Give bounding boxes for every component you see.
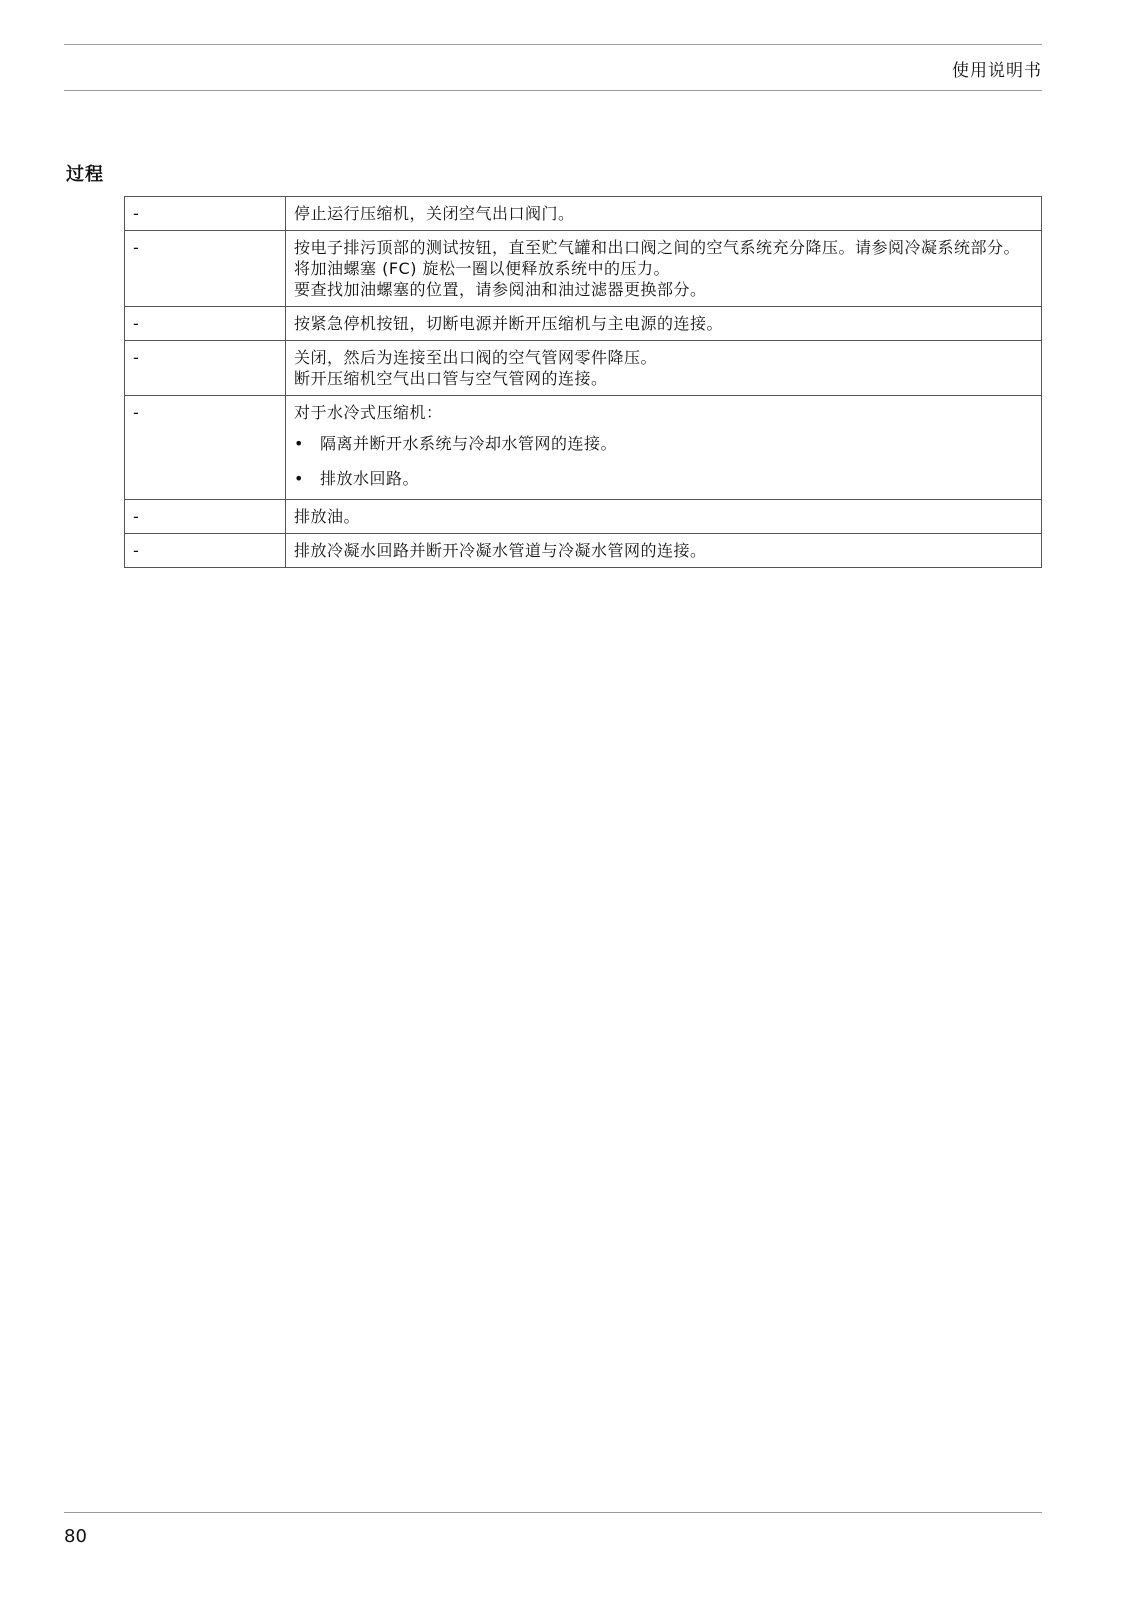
step-marker: - (125, 197, 286, 231)
step-text (286, 231, 1042, 307)
footer-rule (64, 1512, 1042, 1513)
table-row (125, 231, 1042, 307)
table-row (125, 197, 1042, 231)
step-marker: - (125, 231, 286, 307)
step-marker: - (125, 307, 286, 341)
step-text (286, 341, 1042, 396)
step-line: 排放油。 (294, 507, 361, 526)
header-title: 使用说明书 (952, 61, 1042, 81)
step-text (286, 500, 1042, 534)
step-line: 关闭，然后为连接至出口阀的空气管网零件降压。 (294, 348, 658, 367)
step-line: 将加油螺塞 (FC) 旋松一圈以便释放系统中的压力。 (294, 259, 671, 278)
bullet-item: • 排放水回路。 (294, 468, 1033, 489)
table-row (125, 396, 1042, 500)
table-row (125, 500, 1042, 534)
step-line: 按电子排污顶部的测试按钮，直至贮气罐和出口阀之间的空气系统充分降压。请参阅冷凝系统部分。 (294, 238, 1021, 257)
table-row (125, 534, 1042, 568)
step-line: 排放冷凝水回路并断开冷凝水管道与冷凝水管网的连接。 (294, 541, 707, 560)
step-line: 对于水冷式压缩机： (294, 403, 443, 422)
section-title: 过程 (66, 164, 104, 185)
step-text (286, 396, 1042, 500)
step-marker: - (125, 341, 286, 396)
bullet-list (294, 433, 1033, 489)
procedure-table (124, 196, 1042, 568)
page-number: 80 (64, 1526, 87, 1547)
step-text (286, 307, 1042, 341)
step-line: 断开压缩机空气出口管与空气管网的连接。 (294, 369, 608, 388)
bullet-item: • 隔离并断开水系统与冷却水管网的连接。 (294, 433, 1033, 454)
step-marker: - (125, 534, 286, 568)
step-marker: - (125, 500, 286, 534)
table-row (125, 307, 1042, 341)
step-line: 按紧急停机按钮，切断电源并断开压缩机与主电源的连接。 (294, 314, 724, 333)
step-text (286, 534, 1042, 568)
header-bottom-rule (64, 90, 1042, 91)
step-text (286, 197, 1042, 231)
table-row (125, 341, 1042, 396)
step-line: 要查找加油螺塞的位置，请参阅油和油过滤器更换部分。 (294, 280, 707, 299)
step-marker: - (125, 396, 286, 500)
step-line: 停止运行压缩机，关闭空气出口阀门。 (294, 204, 575, 223)
header-top-rule (64, 44, 1042, 45)
